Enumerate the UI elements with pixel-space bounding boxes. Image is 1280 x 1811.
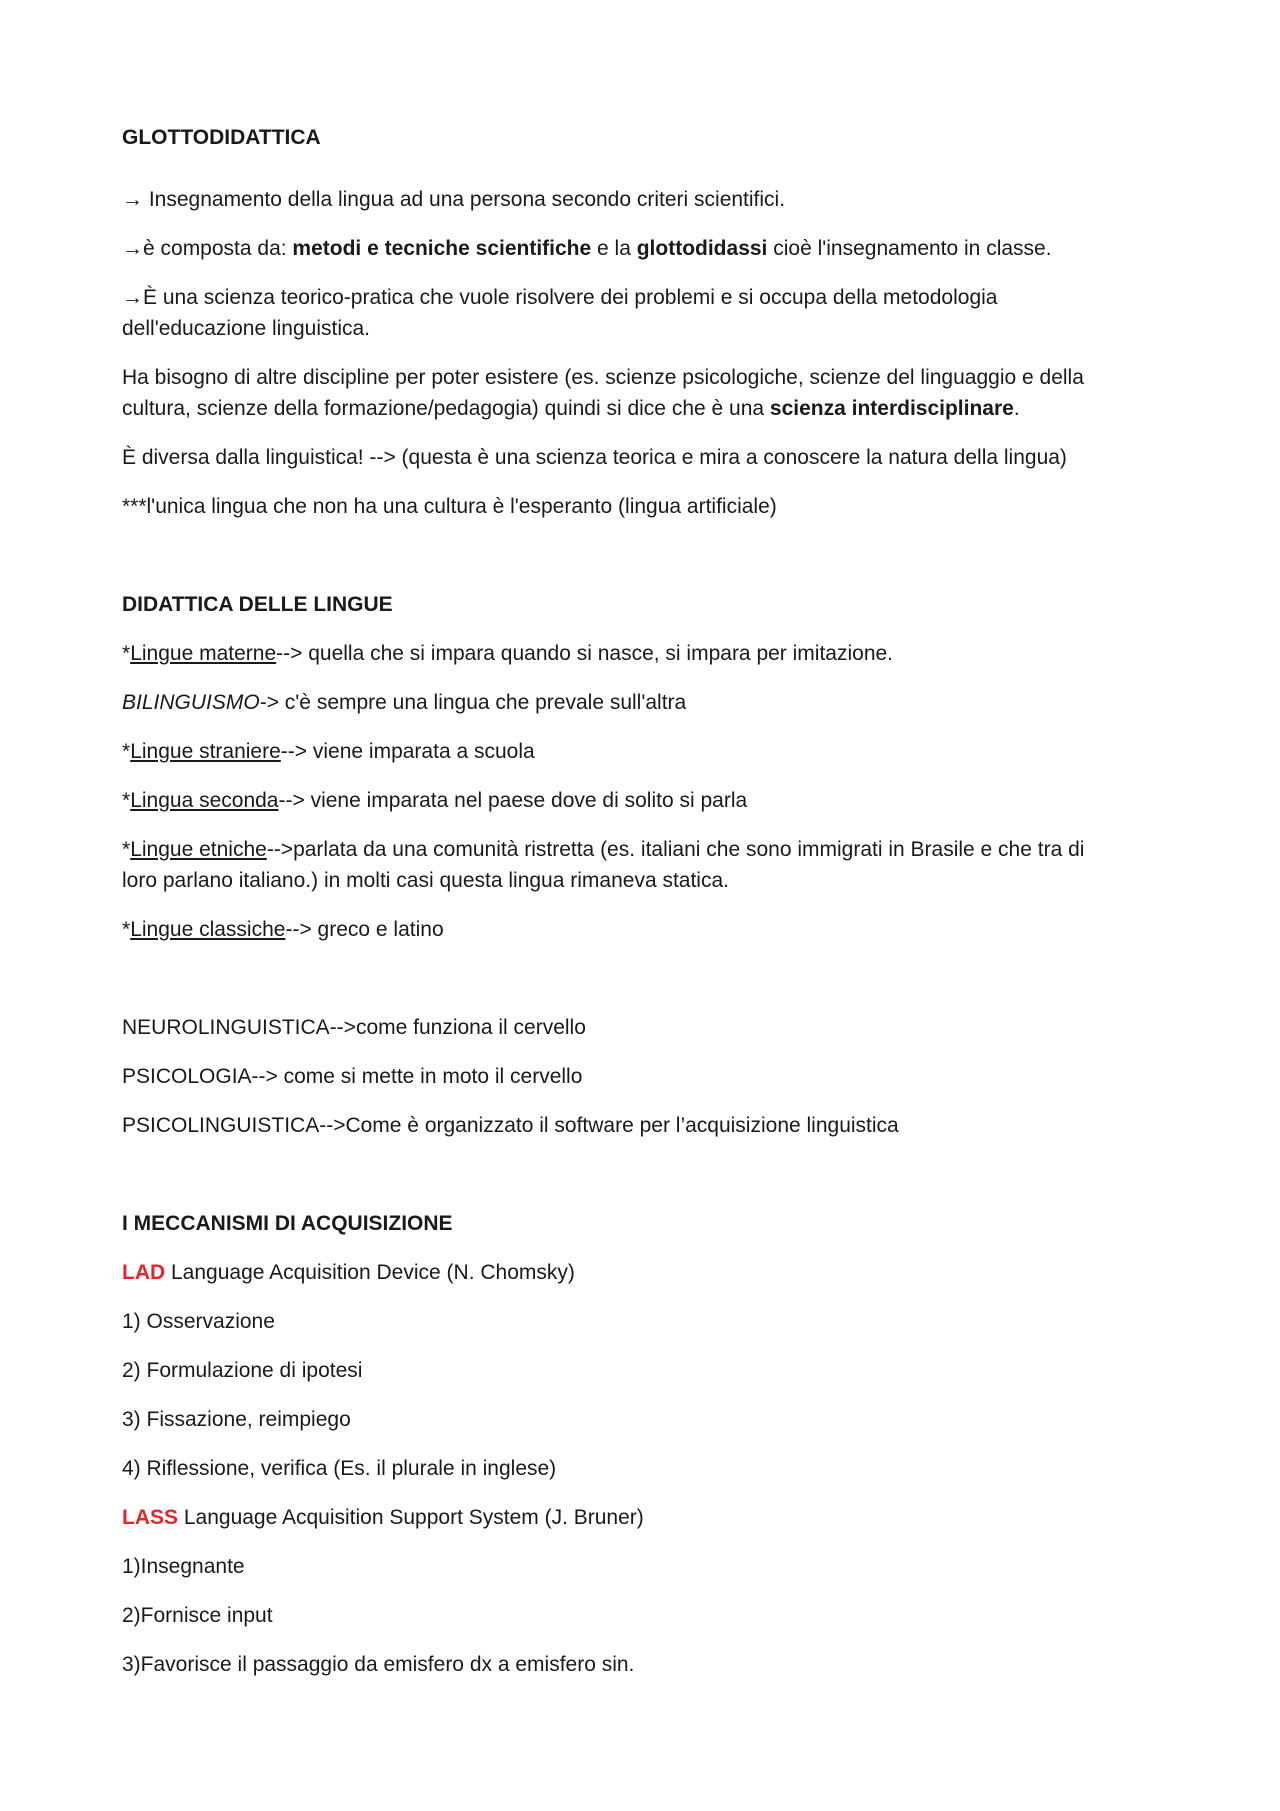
item-psicolinguistica: PSICOLINGUISTICA-->Come è organizzato il software per l’acquisizione linguistica — [122, 1114, 899, 1137]
item-lingue-straniere — [122, 736, 535, 767]
term-description: --> greco e latino — [285, 918, 444, 941]
bullet-star: * — [122, 838, 131, 861]
bullet-star: * — [122, 789, 131, 812]
term-lingue-etniche: Lingue etniche — [130, 838, 267, 861]
paragraph-definition: → Insegnamento della lingua ad una persona secondo criteri scientifici. — [122, 188, 786, 211]
paragraph-linguistica: È diversa dalla linguistica! --> (questa è una scienza teorica e mira a conoscere la natura della lingua) — [122, 446, 1067, 469]
item-bilinguismo — [122, 687, 686, 718]
text-segment: →è composta da: — [122, 237, 293, 260]
heading-meccanismi: I MECCANISMI DI ACQUISIZIONE — [122, 1212, 453, 1235]
lad-description: Language Acquisition Device (N. Chomsky) — [165, 1261, 575, 1284]
lass-step: 3)Favorisce il passaggio da emisfero dx a emisfero sin. — [122, 1653, 635, 1676]
paragraph-composition — [122, 233, 1052, 264]
paragraph-discipline-line1: Ha bisogno di altre discipline per poter esistere (es. scienze psicologiche, scienze del linguaggio e della — [122, 366, 1084, 389]
bold-metodi: metodi e tecniche scientifiche — [292, 237, 592, 260]
text-segment: e la — [591, 237, 637, 260]
lass-step: 1)Insegnante — [122, 1555, 245, 1578]
item-lingue-etniche-line1 — [122, 834, 1084, 865]
bullet-star: * — [122, 918, 131, 941]
heading-didattica-lingue: DIDATTICA DELLE LINGUE — [122, 593, 393, 616]
paragraph-esperanto: ***l'unica lingua che non ha una cultura è l'esperanto (lingua artificiale) — [122, 495, 777, 518]
bold-interdisciplinare: scienza interdisciplinare — [769, 397, 1014, 420]
paragraph-scienza-line2: dell'educazione linguistica. — [122, 317, 371, 340]
term-lingue-straniere: Lingue straniere — [130, 740, 281, 763]
term-description: --> viene imparata a scuola — [280, 740, 535, 763]
lad-step: 2) Formulazione di ipotesi — [122, 1359, 363, 1382]
paragraph-discipline-line2 — [122, 393, 1020, 424]
bold-glottodidassi: glottodidassi — [636, 237, 768, 260]
lad-step: 1) Osservazione — [122, 1310, 275, 1333]
term-description: --> viene imparata nel paese dove di solito si parla — [278, 789, 748, 812]
item-lingue-etniche-line2: loro parlano italiano.) in molti casi questa lingua rimaneva statica. — [122, 869, 729, 892]
term-lingua-seconda: Lingua seconda — [130, 789, 279, 812]
text-segment: cultura, scienze della formazione/pedagogia) quindi si dice che è una — [122, 397, 770, 420]
item-psicologia: PSICOLOGIA--> come si mette in moto il cervello — [122, 1065, 583, 1088]
term-lingue-materne: Lingue materne — [130, 642, 277, 665]
term-description: -->parlata da una comunità ristretta (es. italiani che sono immigrati in Brasile e che tra di — [266, 838, 1085, 861]
term-bilinguismo: BILINGUISMO — [122, 691, 260, 714]
item-lass — [122, 1502, 644, 1533]
lass-step: 2)Fornisce input — [122, 1604, 273, 1627]
item-lingua-seconda — [122, 785, 747, 816]
acronym-lass: LASS — [122, 1506, 179, 1529]
item-neurolinguistica: NEUROLINGUISTICA-->come funziona il cervello — [122, 1016, 586, 1039]
lad-step: 3) Fissazione, reimpiego — [122, 1408, 351, 1431]
item-lingue-materne — [122, 638, 893, 669]
paragraph-scienza-line1: →È una scienza teorico-pratica che vuole risolvere dei problemi e si occupa della metodologia — [122, 286, 998, 309]
text-segment: . — [1013, 397, 1020, 420]
lad-step: 4) Riflessione, verifica (Es. il plurale in inglese) — [122, 1457, 557, 1480]
text-segment: cioè l'insegnamento in classe. — [767, 237, 1052, 260]
heading-glottodidattica: GLOTTODIDATTICA — [122, 126, 321, 149]
bullet-star: * — [122, 740, 131, 763]
item-lingue-classiche — [122, 914, 444, 945]
acronym-lad: LAD — [122, 1261, 166, 1284]
lass-description: Language Acquisition Support System (J. Bruner) — [178, 1506, 644, 1529]
item-lad — [122, 1257, 575, 1288]
term-lingue-classiche: Lingue classiche — [130, 918, 286, 941]
term-description: --> quella che si impara quando si nasce, si impara per imitazione. — [276, 642, 894, 665]
term-description: -> c'è sempre una lingua che prevale sull'altra — [259, 691, 687, 714]
bullet-star: * — [122, 642, 131, 665]
